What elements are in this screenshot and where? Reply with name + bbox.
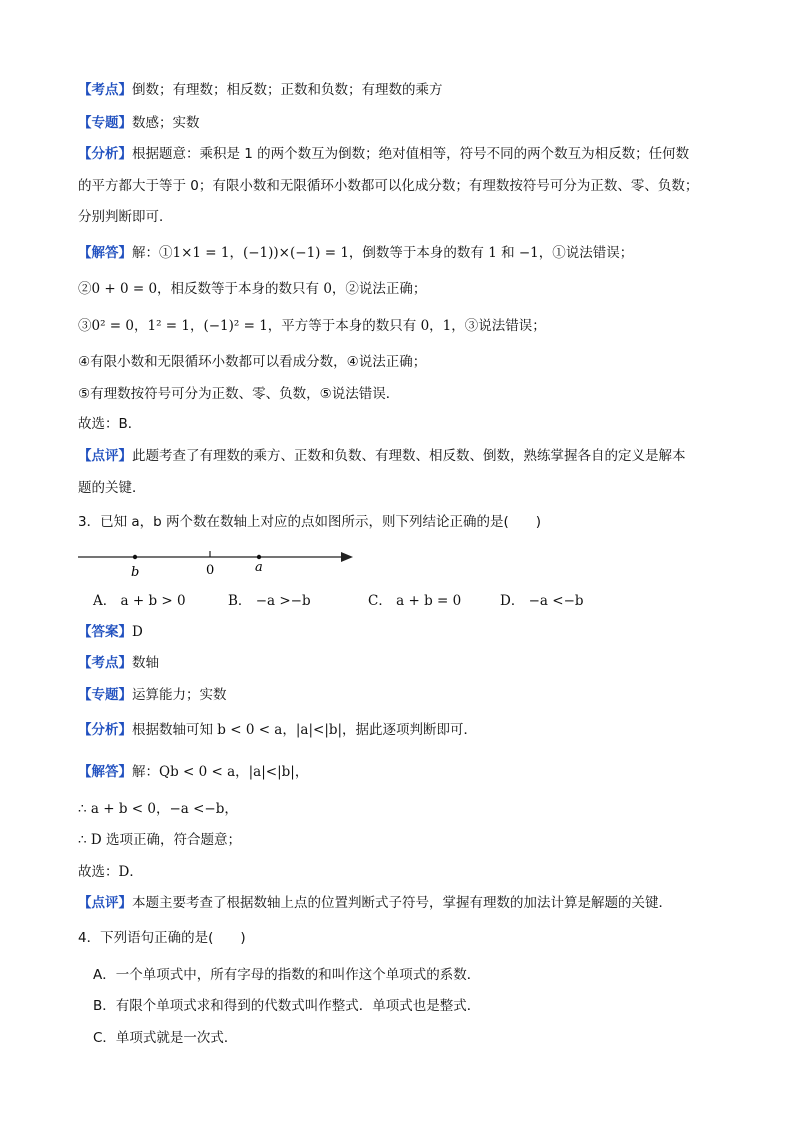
jieda-text: 解：①1×1 = 1，(−1))×(−1) = 1，倒数等于本身的数有 1 和 −1，①说法错误； (132, 245, 634, 261)
solution-step-3: ③0² = 0，1² = 1，(−1)² = 1，平方等于本身的数只有 0，1，③说法错误； (78, 318, 546, 334)
label-b: b (131, 565, 140, 580)
fenxi-text: 根据题意：乘积是 1 的两个数互为倒数；绝对值相等，符号不同的两个数互为相反数；任何数 (132, 146, 690, 162)
question-3-options (0, 591, 794, 611)
solution-step-4: ④有限小数和无限循环小数都可以看成分数，④说法正确； (78, 354, 427, 370)
zhuanti-line-3 (78, 685, 227, 705)
kaodian-text: 倒数；有理数；相反数；正数和负数；有理数的乘方 (132, 82, 443, 98)
solution-step-2: ②0 + 0 = 0，相反数等于本身的数只有 0，②说法正确； (78, 281, 427, 297)
fenxi-line-1c: 分别判断即可． (78, 209, 173, 225)
zhuanti-tag-3: 【专题】 (78, 687, 132, 703)
number-line-arrow (341, 552, 353, 562)
zhuanti-tag: 【专题】 (78, 115, 132, 131)
option-b[interactable]: B． −a >−b (228, 593, 311, 609)
question-4: 4．下列语句正确的是( ) (78, 930, 246, 946)
zhuanti-text: 数感；实数 (132, 115, 200, 131)
answer-choice-3: 故选：D． (78, 864, 143, 880)
fenxi-tag-3: 【分析】 (78, 722, 132, 738)
zhuanti-line-1 (78, 113, 200, 133)
jieda-text-3: 解：Qb < 0 < a，|a|<|b|， (132, 764, 309, 780)
zhuanti-text-3: 运算能力；实数 (132, 687, 227, 703)
point-b (133, 555, 137, 559)
dianping-text-3: 本题主要考查了根据数轴上点的位置判断式子符号，掌握有理数的加法计算是解题的关键． (132, 895, 672, 911)
jieda-tag-3: 【解答】 (78, 764, 132, 780)
jieda-tag: 【解答】 (78, 245, 132, 261)
number-line-figure (75, 545, 365, 585)
jieda-line-3 (78, 762, 308, 782)
point-a (257, 555, 261, 559)
solution-step-5: ⑤有理数按符号可分为正数、零、负数，⑤说法错误． (78, 386, 400, 402)
dianping-line-1a (78, 446, 686, 466)
option-c[interactable]: C． a + b = 0 (368, 593, 462, 609)
dianping-tag-3: 【点评】 (78, 895, 132, 911)
kaodian-text-3: 数轴 (132, 655, 159, 671)
kaodian-tag: 【考点】 (78, 82, 132, 98)
answer-choice-1: 故选：B． (78, 416, 142, 432)
jieda-line-1 (78, 243, 633, 263)
dianping-text: 此题考查了有理数的乘方、正数和负数、有理数、相反数、倒数，熟练掌握各自的定义是解本 (132, 448, 686, 464)
daan-tag: 【答案】 (78, 624, 132, 640)
dianping-tag: 【点评】 (78, 448, 132, 464)
dianping-line-1b: 题的关键． (78, 480, 146, 496)
kaodian-tag-3: 【考点】 (78, 655, 132, 671)
option-a[interactable]: A． a + b > 0 (93, 593, 186, 609)
kaodian-line-1 (78, 80, 443, 100)
daan-text: D (132, 624, 143, 640)
question-3: 3．已知 a，b 两个数在数轴上对应的点如图所示，则下列结论正确的是( ) (78, 514, 542, 530)
fenxi-line-1b: 的平方都大于等于 0；有限小数和无限循环小数都可以化成分数；有理数按符号可分为正数、零、负数； (78, 178, 699, 194)
label-a: a (255, 560, 263, 575)
dianping-line-3 (78, 893, 672, 913)
question-4-option-a[interactable]: A．一个单项式中，所有字母的指数的和叫作这个单项式的系数． (93, 967, 481, 983)
kaodian-line-3 (78, 653, 159, 673)
daan-line-3 (78, 622, 143, 642)
fenxi-line-3 (78, 720, 477, 740)
fenxi-text-3: 根据数轴可知 b < 0 < a，|a|<|b|，据此逐项判断即可． (132, 722, 478, 738)
question-4-option-c[interactable]: C．单项式就是一次式． (93, 1030, 238, 1046)
solution-3-step-2: ∴ D 选项正确，符合题意； (78, 832, 241, 848)
fenxi-tag: 【分析】 (78, 146, 132, 162)
solution-3-step-1: ∴ a + b < 0，−a <−b， (78, 801, 238, 817)
label-zero: 0 (206, 563, 215, 578)
option-d[interactable]: D． −a <−b (500, 593, 584, 609)
fenxi-line-1a (78, 144, 689, 164)
question-4-option-b[interactable]: B．有限个单项式求和得到的代数式叫作整式．单项式也是整式． (93, 998, 481, 1014)
